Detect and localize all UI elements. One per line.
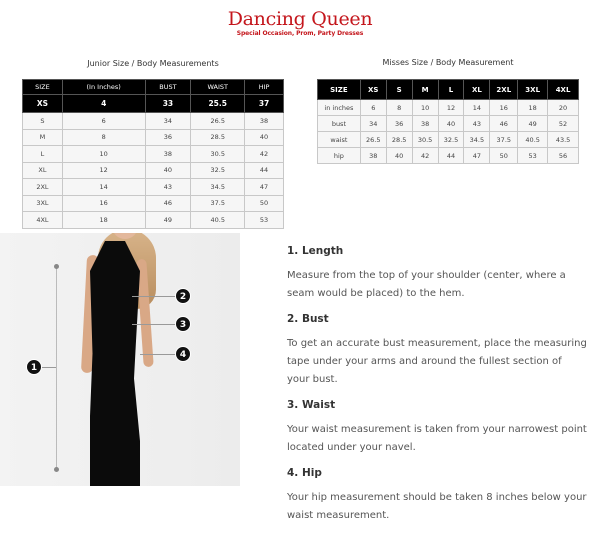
- table-cell: 42: [245, 146, 284, 163]
- header-cell: 2XL: [490, 80, 518, 100]
- table-cell: hip: [318, 148, 361, 164]
- instruction-text-length: Measure from the top of your shoulder (center, where a seam would be placed) to the hem.: [287, 270, 566, 299]
- instruction-text-hip: Your hip measurement should be taken 8 inches below your waist measurement.: [287, 492, 587, 521]
- table-cell: 36: [386, 116, 412, 132]
- table-row: [23, 95, 284, 113]
- table-cell: 34: [145, 113, 191, 130]
- table-row: [23, 113, 284, 130]
- table-cell: 34: [360, 116, 386, 132]
- header-cell: (In Inches): [62, 80, 145, 95]
- table-cell: 40: [145, 162, 191, 179]
- table-cell: XL: [23, 162, 63, 179]
- instruction-text-bust: To get an accurate bust measurement, place the measuring tape under your arms and around the fullest section of your bust.: [287, 338, 587, 385]
- table-cell: 14: [62, 179, 145, 196]
- header-cell: S: [386, 80, 412, 100]
- table-cell: XS: [23, 95, 63, 113]
- instruction-text-waist: Your waist measurement is taken from your narrowest point located under your navel.: [287, 424, 587, 453]
- table-cell: 25.5: [191, 95, 245, 113]
- table-cell: 46: [145, 195, 191, 212]
- table-cell: 40: [386, 148, 412, 164]
- table-cell: L: [23, 146, 63, 163]
- table-cell: 38: [145, 146, 191, 163]
- instruction-title-hip: 4. Hip: [287, 467, 322, 479]
- header-cell: SIZE: [318, 80, 361, 100]
- table-cell: 8: [386, 100, 412, 116]
- table-row: [23, 212, 284, 229]
- measurement-instructions: [287, 244, 587, 534]
- table-row: [23, 129, 284, 146]
- table-cell: 56: [548, 148, 579, 164]
- table-row: [318, 100, 579, 116]
- table-cell: 43.5: [548, 132, 579, 148]
- header-cell: XS: [360, 80, 386, 100]
- table-cell: 8: [62, 129, 145, 146]
- table-cell: 20: [548, 100, 579, 116]
- marker-4-hip: 4: [175, 346, 191, 362]
- table-cell: waist: [318, 132, 361, 148]
- table-cell: 36: [145, 129, 191, 146]
- measure-line-bottom-dot: [54, 467, 59, 472]
- table-cell: 26.5: [360, 132, 386, 148]
- table-cell: 49: [518, 116, 548, 132]
- table-cell: 50: [490, 148, 518, 164]
- header-cell: WAIST: [191, 80, 245, 95]
- table-cell: 6: [360, 100, 386, 116]
- table-header-row: [23, 80, 284, 95]
- table-cell: S: [23, 113, 63, 130]
- table-cell: 34.5: [191, 179, 245, 196]
- marker-4-leader: [140, 354, 176, 355]
- table-row: [318, 148, 579, 164]
- table-cell: 43: [145, 179, 191, 196]
- header-cell: SIZE: [23, 80, 63, 95]
- table-cell: 50: [245, 195, 284, 212]
- table-cell: 47: [464, 148, 490, 164]
- table-cell: 12: [438, 100, 464, 116]
- table-row: [23, 146, 284, 163]
- table-cell: 26.5: [191, 113, 245, 130]
- length-measure-line: [56, 266, 57, 470]
- table-cell: 53: [518, 148, 548, 164]
- table-cell: 12: [62, 162, 145, 179]
- header-cell: BUST: [145, 80, 191, 95]
- table-cell: 18: [62, 212, 145, 229]
- table-cell: 14: [464, 100, 490, 116]
- header-cell: M: [412, 80, 438, 100]
- marker-2-leader: [132, 296, 176, 297]
- measurement-model-photo: [0, 233, 240, 486]
- table-cell: 40.5: [518, 132, 548, 148]
- table-cell: 40.5: [191, 212, 245, 229]
- table-cell: M: [23, 129, 63, 146]
- instruction-title-length: 1. Length: [287, 245, 344, 257]
- table-cell: 42: [412, 148, 438, 164]
- marker-3-leader: [132, 324, 176, 325]
- table-cell: 32.5: [438, 132, 464, 148]
- table-cell: 43: [464, 116, 490, 132]
- header-cell: L: [438, 80, 464, 100]
- table-cell: 38: [360, 148, 386, 164]
- table-cell: 44: [438, 148, 464, 164]
- table-row: [318, 132, 579, 148]
- misses-size-table: [317, 79, 579, 164]
- table-cell: 32.5: [191, 162, 245, 179]
- table-cell: 4XL: [23, 212, 63, 229]
- junior-size-table: [22, 79, 284, 229]
- instruction-title-waist: 3. Waist: [287, 399, 336, 411]
- header-cell: XL: [464, 80, 490, 100]
- table-cell: 34.5: [464, 132, 490, 148]
- table-row: [318, 116, 579, 132]
- table-cell: 33: [145, 95, 191, 113]
- table-cell: 3XL: [23, 195, 63, 212]
- table-cell: 38: [412, 116, 438, 132]
- table-cell: 40: [245, 129, 284, 146]
- table-cell: in inches: [318, 100, 361, 116]
- table-cell: 37.5: [490, 132, 518, 148]
- table-cell: 16: [62, 195, 145, 212]
- table-cell: 18: [518, 100, 548, 116]
- table-cell: 16: [490, 100, 518, 116]
- table-cell: bust: [318, 116, 361, 132]
- table-cell: 46: [490, 116, 518, 132]
- table-cell: 38: [245, 113, 284, 130]
- measure-line-top-dot: [54, 264, 59, 269]
- table-row: [23, 195, 284, 212]
- table-header-row: [318, 80, 579, 100]
- instruction-title-bust: 2. Bust: [287, 313, 329, 325]
- table-cell: 28.5: [386, 132, 412, 148]
- table-cell: 53: [245, 212, 284, 229]
- marker-3-waist: 3: [175, 316, 191, 332]
- table-row: [23, 179, 284, 196]
- table-cell: 44: [245, 162, 284, 179]
- table-cell: 37: [245, 95, 284, 113]
- table-cell: 37.5: [191, 195, 245, 212]
- junior-table-caption: Junior Size / Body Measurements: [87, 59, 219, 68]
- brand-tagline: Special Occasion, Prom, Party Dresses: [236, 30, 364, 37]
- table-cell: 4: [62, 95, 145, 113]
- table-cell: 10: [412, 100, 438, 116]
- table-cell: 49: [145, 212, 191, 229]
- table-row: [23, 162, 284, 179]
- table-cell: 40: [438, 116, 464, 132]
- black-gown: [90, 241, 140, 486]
- misses-table-caption: Misses Size / Body Measurement: [382, 58, 514, 67]
- table-cell: 30.5: [412, 132, 438, 148]
- table-cell: 30.5: [191, 146, 245, 163]
- marker-2-bust: 2: [175, 288, 191, 304]
- table-cell: 10: [62, 146, 145, 163]
- header-cell: HIP: [245, 80, 284, 95]
- table-cell: 2XL: [23, 179, 63, 196]
- brand-name: Dancing Queen: [227, 8, 373, 30]
- marker-1-leader: [42, 367, 56, 368]
- table-cell: 47: [245, 179, 284, 196]
- marker-1-length: 1: [26, 359, 42, 375]
- brand-logo: [222, 8, 378, 38]
- table-cell: 6: [62, 113, 145, 130]
- table-cell: 52: [548, 116, 579, 132]
- header-cell: 3XL: [518, 80, 548, 100]
- table-cell: 28.5: [191, 129, 245, 146]
- header-cell: 4XL: [548, 80, 579, 100]
